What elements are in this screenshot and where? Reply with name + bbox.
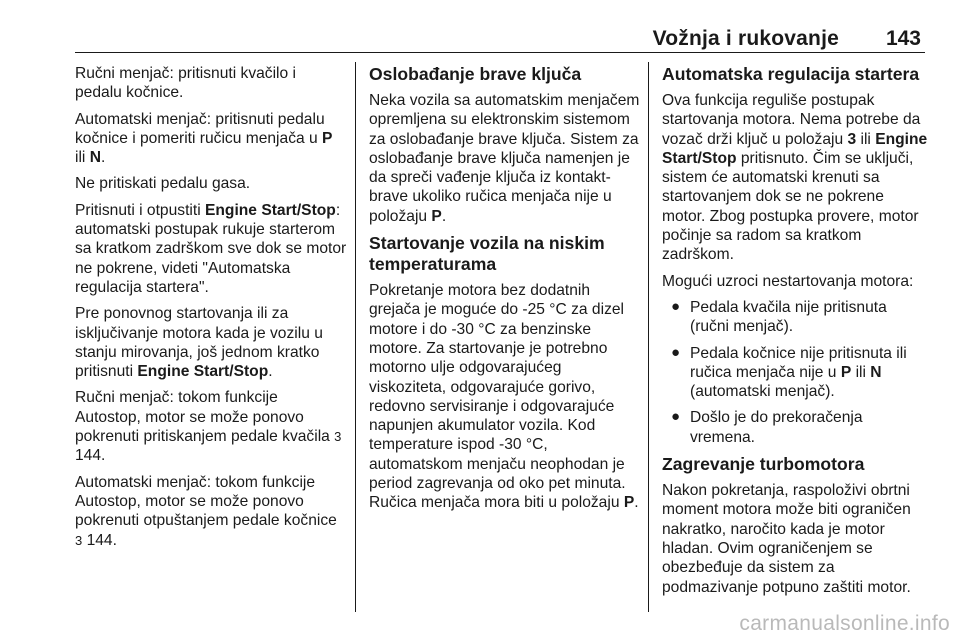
list-item: ● Pedala kočnice nije pritisnuta ili ručica menjača nije u P ili N (automatski menjač). xyxy=(671,343,907,401)
control-name: Engine Start/Stop xyxy=(662,130,928,167)
watermark: carmanualsonline.info xyxy=(739,612,950,635)
paragraph: Pokretanje motora bez dodatnih grejača je moguće do -25 °C za dizel motore i do -30 °C za benzinske motore. Za startovanje je potrebno motorno ulje odgovarajućeg viskoziteta, odgovarajuće gorivo, redovno servisiranje i odgovarajuće napunjen akumulator vozila. Kod temperature ispod -30 °C, automatskom menjaču neophodan je period zagrevanja od oko pet minuta. Ručica menjača mora biti u položaju P. xyxy=(369,282,639,512)
bullet-icon: ● xyxy=(671,297,681,315)
paragraph: Ručni menjač: tokom funkcije Autostop, motor se može ponovo pokrenuti pritiskanjem pedale kvačila 3 144. xyxy=(75,389,342,465)
column-3 xyxy=(662,64,928,604)
reference-arrow-icon: 3 xyxy=(75,532,83,548)
section-heading: Zagrevanje turbomotora xyxy=(662,454,865,475)
bullet-list xyxy=(662,298,928,447)
section-heading: Startovanje vozila na niskim temperaturama xyxy=(369,233,605,275)
paragraph: Nakon pokretanja, raspoloživi obrtni moment motora može biti ograničen nakratko, naročito kada je motor hladan. Ovim ograničenjem se obezbeđuje da sistem za podmazivanje potpuno zaštiti motor. xyxy=(662,482,911,596)
page-number: 143 xyxy=(885,27,921,50)
paragraph: Neka vozila sa automatskim menjačem opremljena su elektronskim sistemom za oslobađanje brave ključa. Sistem za oslobađanje brave ključa namenjen je da spreči vađenje ključa iz kontakt-brave ukoliko ručica menjača nije u položaju P. xyxy=(369,92,640,225)
bullet-icon: ● xyxy=(671,408,681,426)
section-heading: Automatska regulacija startera xyxy=(662,64,920,84)
control-name: Engine Start/Stop xyxy=(205,201,336,219)
paragraph: Automatski menjač: pritisnuti pedalu kočnice i pomeriti ručicu menjača u P ili N. xyxy=(75,110,333,167)
reference-arrow-icon: 3 xyxy=(334,429,342,445)
list-item: ● Pedala kvačila nije pritisnuta (ručni menjač). xyxy=(671,297,887,336)
column-2 xyxy=(369,64,641,520)
control-name: Engine Start/Stop xyxy=(137,363,269,381)
paragraph: Ručni menjač: pritisnuti kvačilo i pedalu kočnice. xyxy=(75,65,296,102)
list-item: ● Došlo je do prekoračenja vremena. xyxy=(671,408,863,446)
page-header xyxy=(75,22,925,53)
section-heading: Oslobađanje brave ključa xyxy=(369,64,582,84)
page-reference[interactable]: 144. xyxy=(75,447,106,465)
paragraph: Mogući uzroci nestartovanja motora: xyxy=(662,272,914,290)
paragraph: Pritisnuti i otpustiti Engine Start/Stop: automatski postupak rukuje starterom sa kratkom zadrškom sve dok se motor ne pokrene, videti "Automatska regulacija startera". xyxy=(75,201,347,296)
column-divider-1 xyxy=(355,62,356,612)
column-1 xyxy=(75,64,347,557)
paragraph: Ova funkcija reguliše postupak startovanja motora. Nema potrebe da vozač drži ključ u položaju 3 ili Engine Start/Stop pritisnuto. Čim se uključi, sistem će automatski krenuti sa startovanjem dok se ne pokrene motor. Zbog postupka provere, motor počinje sa radom sa kratkom zadrškom. xyxy=(662,92,928,264)
paragraph: Pre ponovnog startovanja ili za isključivanje motora kada je vozilu u stanju mirovanja, još jednom kratko pritisnuti Engine Start/Stop. xyxy=(75,305,323,381)
paragraph: Ne pritiskati pedalu gasa. xyxy=(75,175,251,193)
page-title: Vožnja i rukovanje xyxy=(652,27,839,50)
column-divider-2 xyxy=(648,62,649,612)
bullet-icon: ● xyxy=(671,343,681,361)
paragraph: Automatski menjač: tokom funkcije Autostop, motor se može ponovo pokrenuti otpuštanjem pedale kočnice 3 144. xyxy=(75,473,337,549)
page-reference[interactable]: 144. xyxy=(86,531,117,549)
